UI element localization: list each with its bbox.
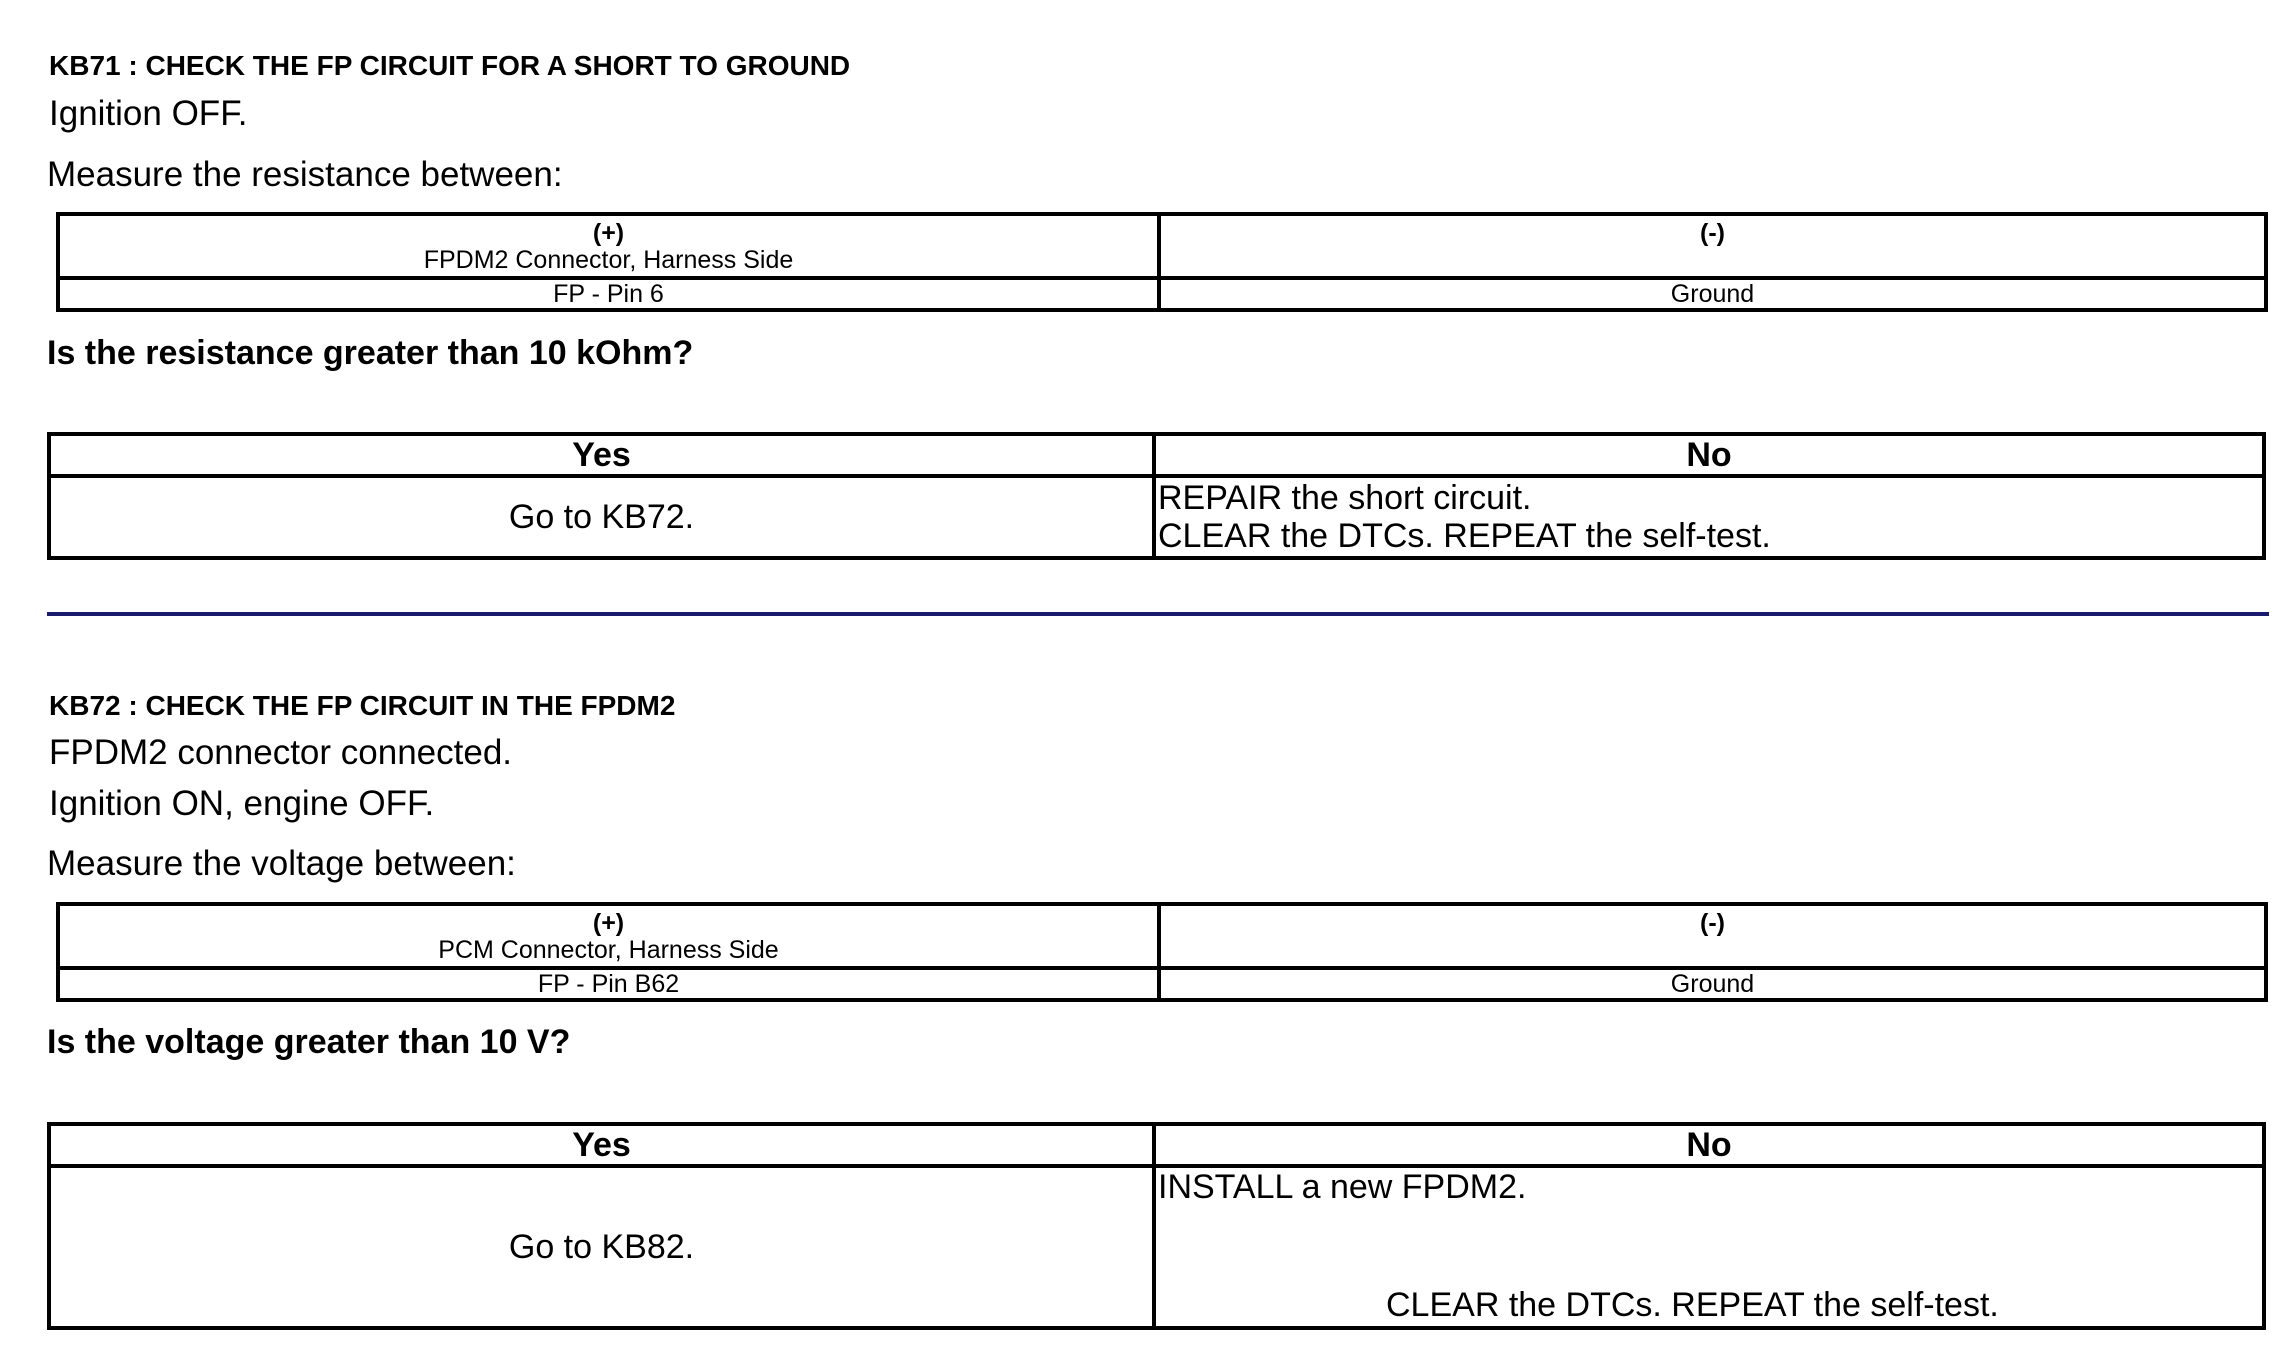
- kb71-plus-desc: FPDM2 Connector, Harness Side: [423, 246, 794, 274]
- kb71-plus-pin: FP - Pin 6: [58, 278, 1159, 310]
- kb72-minus-header: [1159, 904, 2266, 968]
- kb71-plus-header: [58, 214, 1159, 278]
- kb71-no-line-1: REPAIR the short circuit.: [1158, 478, 1532, 517]
- kb71-plus-label: (+): [592, 219, 625, 247]
- kb71-minus-pin: Ground: [1159, 278, 2266, 310]
- kb72-minus-label: (-): [1700, 909, 1725, 937]
- kb72-no-header: No: [1154, 1124, 2264, 1166]
- kb71-yes-header: Yes: [49, 434, 1154, 476]
- kb71-measurement-table: [56, 212, 2268, 312]
- kb72-yes-header: Yes: [49, 1124, 1154, 1166]
- kb71-result-table: [47, 432, 2266, 560]
- kb72-plus-label: (+): [592, 909, 625, 937]
- kb72-plus-header: [58, 904, 1159, 968]
- kb72-no-line-2: CLEAR the DTCs. REPEAT the self-test.: [1386, 1286, 1999, 1324]
- kb71-no-header: No: [1154, 434, 2264, 476]
- section-divider: [47, 612, 2269, 616]
- kb72-heading: KB72 : CHECK THE FP CIRCUIT IN THE FPDM2: [49, 690, 676, 721]
- kb71-question: Is the resistance greater than 10 kOhm?: [47, 334, 694, 372]
- kb71-heading: KB71 : CHECK THE FP CIRCUIT FOR A SHORT TO GROUND: [49, 50, 851, 81]
- kb72-minus-pin: Ground: [1159, 968, 2266, 1000]
- kb72-measure-text: Measure the voltage between:: [47, 844, 516, 883]
- kb71-minus-header: [1159, 214, 2266, 278]
- kb71-minus-label: (-): [1700, 219, 1725, 247]
- kb72-step-1: FPDM2 connector connected.: [49, 733, 513, 772]
- kb71-no-line-2: CLEAR the DTCs. REPEAT the self-test.: [1158, 517, 1771, 555]
- kb72-plus-desc: PCM Connector, Harness Side: [438, 936, 779, 964]
- kb72-measurement-table: [56, 902, 2268, 1002]
- kb71-yes-text: Go to KB72.: [49, 476, 1154, 558]
- kb71-step-1: Ignition OFF.: [49, 94, 248, 133]
- kb72-no-line-1: INSTALL a new FPDM2.: [1158, 1168, 1527, 1206]
- kb72-result-table: [47, 1122, 2266, 1330]
- kb72-step-2: Ignition ON, engine OFF.: [49, 784, 435, 823]
- kb72-yes-text: Go to KB82.: [49, 1166, 1154, 1328]
- kb71-no-cell: [1154, 476, 2264, 558]
- kb72-question: Is the voltage greater than 10 V?: [47, 1023, 571, 1061]
- kb72-plus-pin: FP - Pin B62: [58, 968, 1159, 1000]
- kb71-measure-text: Measure the resistance between:: [47, 155, 563, 194]
- kb72-no-cell: [1154, 1166, 2264, 1328]
